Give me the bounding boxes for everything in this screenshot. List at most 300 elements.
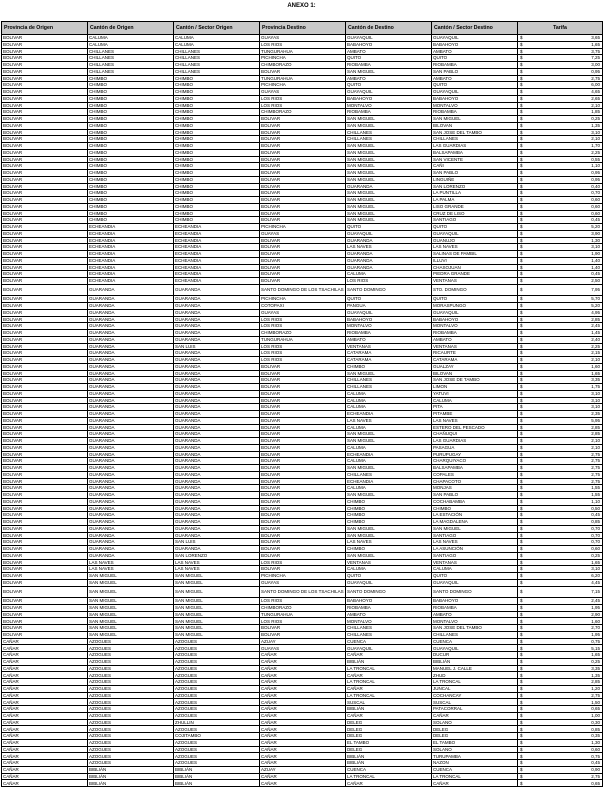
cell-sector-origen: AZOGUES (174, 685, 260, 692)
cell-canton-origen: CHIMBO (88, 156, 174, 163)
cell-provincia-origen: BOLIVAR (2, 350, 88, 357)
table-row (2, 210, 603, 217)
cell-currency: $ (518, 343, 528, 350)
cell-provincia-origen: CAÑAR (2, 685, 88, 692)
cell-provincia-destino: BOLIVAR (260, 384, 346, 391)
cell-canton-destino: AMBATO (346, 611, 432, 618)
cell-currency: $ (518, 89, 528, 96)
cell-tarifa: 0,60 (528, 203, 603, 210)
cell-sector-origen: CHIMBO (174, 197, 260, 204)
cell-provincia-destino: CAÑAR (260, 665, 346, 672)
cell-provincia-origen: CAÑAR (2, 706, 88, 713)
cell-sector-destino: SANTIAGO (432, 217, 518, 224)
cell-provincia-origen: BOLIVAR (2, 122, 88, 129)
cell-sector-origen: AZOGUES (174, 746, 260, 753)
cell-sector-destino: LAS NAVES (432, 417, 518, 424)
cell-currency: $ (518, 176, 528, 183)
cell-canton-destino: SAN MIGUEL (346, 217, 432, 224)
cell-provincia-origen: CAÑAR (2, 766, 88, 773)
cell-provincia-destino: CAÑAR (260, 733, 346, 740)
cell-tarifa: 2,45 (528, 323, 603, 330)
cell-sector-origen: SAN MIGUEL (174, 573, 260, 580)
cell-currency: $ (518, 512, 528, 519)
cell-provincia-origen: BOLIVAR (2, 244, 88, 251)
cell-provincia-origen: BOLIVAR (2, 264, 88, 271)
cell-provincia-destino: CAÑAR (260, 699, 346, 706)
cell-tarifa: 4,65 (528, 89, 603, 96)
cell-sector-destino: LA MAGDALENA (432, 519, 518, 526)
cell-sector-destino: CAÑI (432, 163, 518, 170)
cell-sector-destino: BILOVAN (432, 122, 518, 129)
cell-canton-destino: SAN MIGUEL (346, 492, 432, 499)
cell-canton-origen: SAN MIGUEL (88, 598, 174, 605)
cell-provincia-origen: BOLIVAR (2, 41, 88, 48)
table-row (2, 343, 603, 350)
cell-canton-destino: ECHEANDIA (346, 411, 432, 418)
cell-currency: $ (518, 519, 528, 526)
cell-sector-origen: SAN MIGUEL (174, 579, 260, 586)
cell-canton-origen: CHILLANES (88, 48, 174, 55)
cell-sector-origen: GUARANDA (174, 397, 260, 404)
cell-canton-destino: RIOBAMBA (346, 109, 432, 116)
cell-provincia-origen: BOLIVAR (2, 532, 88, 539)
cell-canton-origen: AZOGUES (88, 733, 174, 740)
table-row (2, 316, 603, 323)
cell-tarifa: 1,75 (528, 384, 603, 391)
cell-canton-origen: GUARANDA (88, 546, 174, 553)
cell-canton-origen: CALUMA (88, 41, 174, 48)
cell-provincia-origen: CAÑAR (2, 780, 88, 787)
cell-canton-origen: CHIMBO (88, 210, 174, 217)
cell-canton-origen: AZOGUES (88, 699, 174, 706)
cell-tarifa: 0,25 (528, 552, 603, 559)
table-row (2, 48, 603, 55)
cell-provincia-destino: SANTO DOMINGO DE LOS TSACHILAS (260, 586, 346, 598)
table-row (2, 244, 603, 251)
cell-canton-origen: ECHEANDIA (88, 257, 174, 264)
cell-canton-destino: GUAYAQUIL (346, 309, 432, 316)
cell-canton-destino: GUAYAQUIL (346, 35, 432, 42)
cell-provincia-destino: LOS RIOS (260, 343, 346, 350)
cell-provincia-origen: BOLIVAR (2, 278, 88, 285)
table-row (2, 370, 603, 377)
table-row (2, 746, 603, 753)
cell-canton-origen: CHILLANES (88, 55, 174, 62)
cell-provincia-origen: BOLIVAR (2, 485, 88, 492)
cell-sector-origen: GUARANDA (174, 424, 260, 431)
table-row (2, 296, 603, 303)
cell-provincia-origen: BOLIVAR (2, 170, 88, 177)
cell-provincia-destino: LOS RIOS (260, 316, 346, 323)
cell-currency: $ (518, 712, 528, 719)
cell-sector-origen: CHIMBO (174, 129, 260, 136)
cell-currency: $ (518, 417, 528, 424)
table-row (2, 309, 603, 316)
cell-provincia-destino: GUAYAS (260, 89, 346, 96)
cell-canton-origen: CHIMBO (88, 109, 174, 116)
cell-canton-origen: AZOGUES (88, 753, 174, 760)
cell-provincia-destino: CAÑAR (260, 706, 346, 713)
table-row (2, 190, 603, 197)
table-row (2, 68, 603, 75)
table-row (2, 773, 603, 780)
cell-canton-destino: BABAHOYO (346, 95, 432, 102)
table-row (2, 176, 603, 183)
cell-sector-origen: GUARANDA (174, 336, 260, 343)
cell-canton-destino: SAN MIGUEL (346, 122, 432, 129)
cell-canton-origen: ECHEANDIA (88, 251, 174, 258)
cell-provincia-origen: BOLIVAR (2, 431, 88, 438)
cell-provincia-origen: CAÑAR (2, 692, 88, 699)
table-row (2, 251, 603, 258)
cell-tarifa: 0,70 (528, 539, 603, 546)
cell-canton-destino: MONTALVO (346, 323, 432, 330)
table-row (2, 116, 603, 123)
cell-canton-origen: SAN MIGUEL (88, 631, 174, 638)
cell-tarifa: 0,75 (528, 638, 603, 645)
table-row (2, 579, 603, 586)
cell-tarifa: 2,25 (528, 149, 603, 156)
cell-canton-destino: VENTANAS (346, 559, 432, 566)
cell-canton-destino: MONTALVO (346, 618, 432, 625)
cell-sector-destino: RIOBAMBA (432, 604, 518, 611)
cell-provincia-origen: BOLIVAR (2, 566, 88, 573)
cell-canton-destino: SAN MIGUEL (346, 163, 432, 170)
cell-tarifa: 0,60 (528, 546, 603, 553)
cell-provincia-origen: BOLIVAR (2, 251, 88, 258)
cell-sector-destino: LINGUIÑE (432, 176, 518, 183)
cell-canton-origen: ECHEANDIA (88, 244, 174, 251)
cell-canton-destino: GUARANDA (346, 183, 432, 190)
cell-sector-destino: ESTERO DEL PESCADO (432, 424, 518, 431)
cell-sector-destino: BALSAPAMBA (432, 465, 518, 472)
cell-sector-destino: NAZON (432, 760, 518, 767)
cell-canton-origen: GUARANDA (88, 451, 174, 458)
cell-provincia-origen: BOLIVAR (2, 525, 88, 532)
cell-provincia-origen: BOLIVAR (2, 478, 88, 485)
cell-provincia-destino: BOLIVAR (260, 237, 346, 244)
cell-sector-origen: GUARANDA (174, 451, 260, 458)
cell-provincia-origen: BOLIVAR (2, 343, 88, 350)
cell-provincia-origen: BOLIVAR (2, 586, 88, 598)
cell-canton-destino: RIOBAMBA (346, 604, 432, 611)
cell-tarifa: 0,95 (528, 170, 603, 177)
cell-canton-origen: AZOGUES (88, 712, 174, 719)
cell-currency: $ (518, 573, 528, 580)
cell-canton-origen: GUARANDA (88, 525, 174, 532)
cell-sector-destino: MONJAS (432, 485, 518, 492)
cell-provincia-destino: CAÑAR (260, 760, 346, 767)
cell-canton-destino: CAÑAR (346, 780, 432, 787)
cell-canton-origen: ECHEANDIA (88, 237, 174, 244)
cell-provincia-origen: BOLIVAR (2, 377, 88, 384)
cell-canton-destino: SAN MIGUEL (346, 143, 432, 150)
cell-tarifa: 0,45 (528, 760, 603, 767)
cell-canton-origen: GUARANDA (88, 330, 174, 337)
cell-canton-destino: CHILLANES (346, 377, 432, 384)
cell-canton-origen: GUARANDA (88, 411, 174, 418)
cell-sector-origen: AZOGUES (174, 712, 260, 719)
cell-tarifa: 6,00 (528, 82, 603, 89)
table-row (2, 438, 603, 445)
cell-sector-origen: GUARANDA (174, 431, 260, 438)
cell-sector-origen: CHIMBO (174, 203, 260, 210)
cell-canton-destino: CHIMBO (346, 498, 432, 505)
cell-sector-destino: CUENCA (432, 638, 518, 645)
cell-canton-destino: CATARAMA (346, 357, 432, 364)
cell-canton-origen: AZOGUES (88, 658, 174, 665)
cell-tarifa: 1,40 (528, 264, 603, 271)
cell-canton-origen: AZOGUES (88, 692, 174, 699)
cell-sector-origen: AZOGUES (174, 699, 260, 706)
cell-provincia-destino: BOLIVAR (260, 631, 346, 638)
table-row (2, 451, 603, 458)
table-row (2, 41, 603, 48)
cell-currency: $ (518, 48, 528, 55)
cell-sector-destino: PURUPUGAY (432, 451, 518, 458)
cell-tarifa: 1,10 (528, 498, 603, 505)
cell-tarifa: 5,95 (528, 417, 603, 424)
cell-provincia-destino: BOLIVAR (260, 156, 346, 163)
cell-currency: $ (518, 143, 528, 150)
cell-canton-destino: CHILLANES (346, 625, 432, 632)
cell-tarifa: 1,55 (528, 492, 603, 499)
cell-sector-origen: CALUMA (174, 35, 260, 42)
cell-canton-destino: SAN MIGUEL (346, 438, 432, 445)
table-row (2, 498, 603, 505)
cell-currency: $ (518, 41, 528, 48)
cell-currency: $ (518, 210, 528, 217)
cell-currency: $ (518, 271, 528, 278)
cell-tarifa: 1,50 (528, 699, 603, 706)
cell-provincia-destino: LOS RIOS (260, 559, 346, 566)
cell-tarifa: 1,45 (528, 330, 603, 337)
cell-canton-origen: GUARANDA (88, 512, 174, 519)
cell-sector-destino: SALINAS DE PAMBIL (432, 251, 518, 258)
cell-tarifa: 2,25 (528, 343, 603, 350)
cell-provincia-destino: CAÑAR (260, 712, 346, 719)
cell-canton-destino: LAS NAVES (346, 539, 432, 546)
cell-provincia-origen: BOLIVAR (2, 303, 88, 310)
table-row (2, 163, 603, 170)
cell-sector-destino: BABAHOYO (432, 598, 518, 605)
cell-tarifa: 2,65 (528, 95, 603, 102)
cell-canton-destino: CALUMA (346, 566, 432, 573)
table-row (2, 546, 603, 553)
cell-provincia-destino: GUAYAS (260, 645, 346, 652)
cell-sector-origen: ECHEANDIA (174, 224, 260, 231)
cell-sector-destino: GUAYAQUIL (432, 89, 518, 96)
cell-sector-destino: BABAHOYO (432, 316, 518, 323)
cell-sector-origen: GUARANDA (174, 478, 260, 485)
table-row (2, 780, 603, 787)
cell-currency: $ (518, 746, 528, 753)
cell-sector-origen: ZHULLIN (174, 719, 260, 726)
cell-canton-origen: CHIMBO (88, 149, 174, 156)
cell-sector-origen: ECHEANDIA (174, 237, 260, 244)
cell-sector-origen: AZOGUES (174, 645, 260, 652)
cell-sector-origen: CHILLANES (174, 55, 260, 62)
table-row (2, 712, 603, 719)
cell-tarifa: 0,75 (528, 753, 603, 760)
cell-canton-destino: AMBATO (346, 336, 432, 343)
cell-canton-destino: SAN MIGUEL (346, 176, 432, 183)
cell-currency: $ (518, 598, 528, 605)
cell-sector-destino: EL TAMBO (432, 739, 518, 746)
cell-provincia-origen: BOLIVAR (2, 573, 88, 580)
cell-canton-destino: CALUMA (346, 485, 432, 492)
cell-currency: $ (518, 217, 528, 224)
cell-canton-destino: BIBLIÁN (346, 753, 432, 760)
cell-provincia-origen: BOLIVAR (2, 357, 88, 364)
cell-sector-destino: GUAYAQUIL (432, 309, 518, 316)
cell-tarifa: 2,10 (528, 136, 603, 143)
table-row (2, 645, 603, 652)
cell-canton-destino: QUITO (346, 55, 432, 62)
cell-tarifa: 3,10 (528, 566, 603, 573)
cell-provincia-destino: CAÑAR (260, 679, 346, 686)
cell-sector-origen: CHIMBO (174, 109, 260, 116)
cell-tarifa: 7,25 (528, 55, 603, 62)
cell-provincia-destino: BOLIVAR (260, 498, 346, 505)
cell-provincia-destino: BOLIVAR (260, 197, 346, 204)
cell-canton-destino: GUARANDA (346, 251, 432, 258)
cell-canton-destino: RIOBAMBA (346, 62, 432, 69)
cell-provincia-origen: BOLIVAR (2, 458, 88, 465)
cell-canton-destino: CALUMA (346, 424, 432, 431)
cell-canton-destino: CHIMBO (346, 505, 432, 512)
cell-canton-destino: CHILLANES (346, 384, 432, 391)
cell-tarifa: 2,75 (528, 471, 603, 478)
cell-canton-destino: SAN MIGUEL (346, 431, 432, 438)
cell-canton-origen: CALUMA (88, 35, 174, 42)
cell-sector-origen: GUARANDA (174, 357, 260, 364)
cell-sector-destino: MONTALVO (432, 102, 518, 109)
cell-canton-destino: LAS NAVES (346, 417, 432, 424)
cell-provincia-origen: BOLIVAR (2, 384, 88, 391)
cell-tarifa: 2,75 (528, 451, 603, 458)
cell-tarifa: 2,85 (528, 431, 603, 438)
cell-canton-origen: GUARANDA (88, 519, 174, 526)
cell-sector-origen: GUARANDA (174, 284, 260, 296)
cell-tarifa: 1,70 (528, 143, 603, 150)
cell-sector-origen: GUARANDA (174, 316, 260, 323)
cell-provincia-origen: BOLIVAR (2, 296, 88, 303)
cell-sector-origen: GUARANDA (174, 444, 260, 451)
cell-provincia-destino: BOLIVAR (260, 68, 346, 75)
cell-provincia-destino: CAÑAR (260, 726, 346, 733)
cell-sector-destino: GUAYAQUIL (432, 579, 518, 586)
cell-provincia-origen: BOLIVAR (2, 224, 88, 231)
table-row (2, 505, 603, 512)
cell-sector-origen: GUARANDA (174, 370, 260, 377)
cell-tarifa: 5,15 (528, 645, 603, 652)
cell-currency: $ (518, 251, 528, 258)
cell-sector-destino: AMBATO (432, 611, 518, 618)
cell-canton-destino: AMBATO (346, 48, 432, 55)
cell-provincia-origen: BOLIVAR (2, 519, 88, 526)
cell-canton-destino: SAN MIGUEL (346, 210, 432, 217)
cell-provincia-origen: BOLIVAR (2, 492, 88, 499)
cell-provincia-destino: BOLIVAR (260, 217, 346, 224)
cell-canton-destino: CUENCA (346, 766, 432, 773)
cell-tarifa: 0,70 (528, 525, 603, 532)
table-row (2, 733, 603, 740)
cell-currency: $ (518, 532, 528, 539)
table-row (2, 75, 603, 82)
cell-sector-origen: GUARANDA (174, 296, 260, 303)
cell-sector-destino: CATARAMA (432, 357, 518, 364)
cell-tarifa: 1,95 (528, 631, 603, 638)
cell-sector-destino: SOLANO (432, 746, 518, 753)
cell-sector-origen: CHIMBO (174, 75, 260, 82)
cell-canton-destino: SAN MIGUEL (346, 149, 432, 156)
cell-canton-destino: SAN MIGUEL (346, 116, 432, 123)
table-row (2, 604, 603, 611)
cell-provincia-origen: BOLIVAR (2, 89, 88, 96)
cell-canton-origen: CHILLANES (88, 62, 174, 69)
cell-canton-origen: LAS NAVES (88, 559, 174, 566)
table-row (2, 284, 603, 296)
cell-tarifa: 3,35 (528, 377, 603, 384)
table-row (2, 95, 603, 102)
cell-sector-origen: ECHEANDIA (174, 251, 260, 258)
cell-tarifa: 1,85 (528, 109, 603, 116)
cell-sector-destino: QUITO (432, 224, 518, 231)
cell-canton-destino: LA TRONCAL (346, 692, 432, 699)
cell-tarifa: 0,65 (528, 780, 603, 787)
cell-canton-origen: GUARANDA (88, 505, 174, 512)
cell-currency: $ (518, 377, 528, 384)
cell-provincia-origen: BOLIVAR (2, 75, 88, 82)
cell-currency: $ (518, 586, 528, 598)
cell-provincia-origen: BOLIVAR (2, 309, 88, 316)
header-sector-destino: Cantón / Sector Destino (432, 22, 518, 35)
table-row (2, 62, 603, 69)
cell-canton-origen: CHIMBO (88, 163, 174, 170)
cell-provincia-destino: BOLIVAR (260, 485, 346, 492)
cell-provincia-origen: BOLIVAR (2, 237, 88, 244)
cell-provincia-destino: TUNGURAHUA (260, 336, 346, 343)
cell-canton-destino: GUAYAQUIL (346, 579, 432, 586)
cell-tarifa: 2,15 (528, 350, 603, 357)
cell-provincia-destino: BOLIVAR (260, 397, 346, 404)
cell-provincia-destino: BOLIVAR (260, 149, 346, 156)
cell-sector-origen: AZOGUES (174, 652, 260, 659)
cell-canton-origen: SAN MIGUEL (88, 586, 174, 598)
cell-provincia-origen: BOLIVAR (2, 552, 88, 559)
cell-canton-origen: GUARANDA (88, 431, 174, 438)
cell-provincia-origen: BOLIVAR (2, 62, 88, 69)
table-row (2, 35, 603, 42)
cell-provincia-destino: PICHINCHA (260, 296, 346, 303)
cell-sector-destino: PIEDRA GRANDE (432, 271, 518, 278)
cell-canton-destino: SANTO DOMINGO (346, 586, 432, 598)
cell-tarifa: 2,10 (528, 444, 603, 451)
cell-provincia-destino: BOLIVAR (260, 278, 346, 285)
cell-canton-destino: LOS RIOS (346, 278, 432, 285)
cell-sector-destino: COCHABAMBA (432, 498, 518, 505)
cell-canton-origen: AZOGUES (88, 652, 174, 659)
cell-tarifa: 0,45 (528, 217, 603, 224)
cell-currency: $ (518, 726, 528, 733)
cell-provincia-destino: BOLIVAR (260, 244, 346, 251)
cell-tarifa: 1,95 (528, 604, 603, 611)
table-row (2, 685, 603, 692)
table-row (2, 404, 603, 411)
table-row (2, 532, 603, 539)
cell-tarifa: 3,10 (528, 404, 603, 411)
